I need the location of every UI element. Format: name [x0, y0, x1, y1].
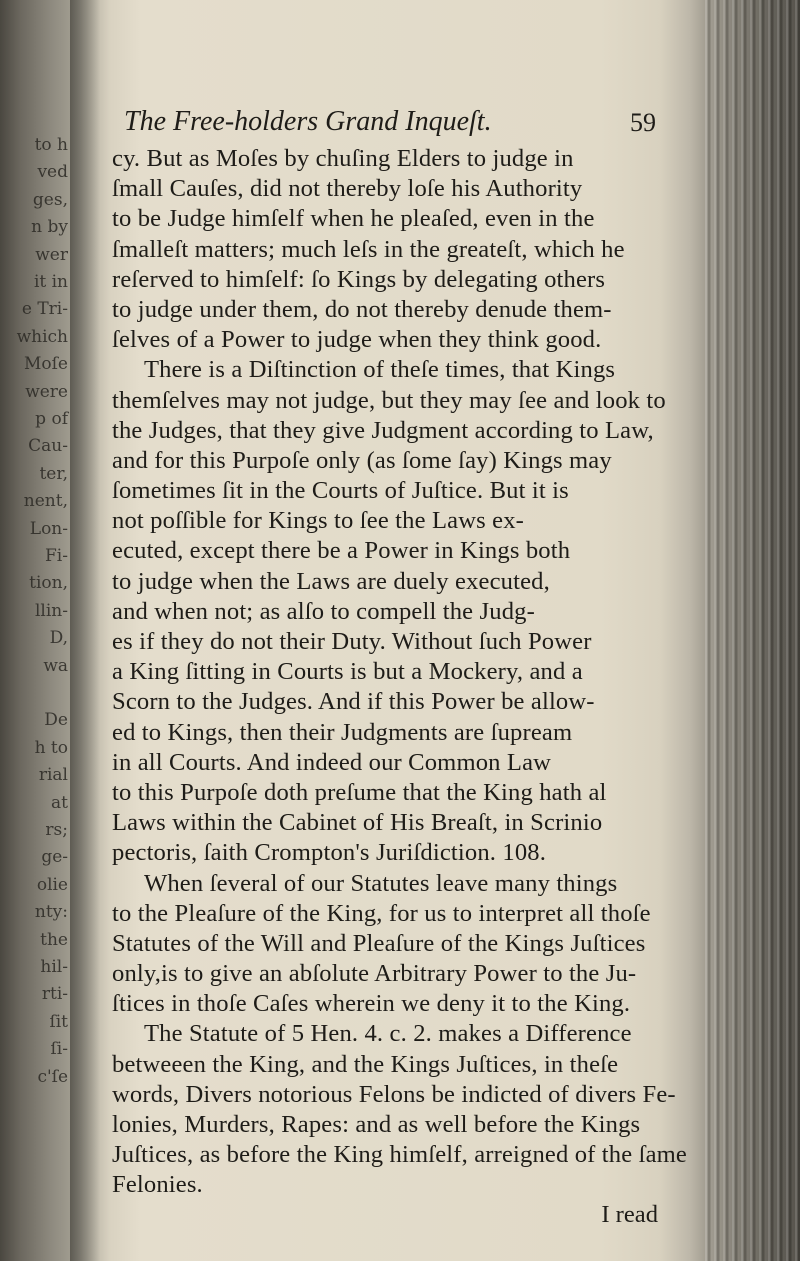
previous-page-fragment: n by	[31, 217, 68, 238]
text-line: ſelves of a Power to judge when they think good.	[112, 326, 602, 354]
previous-page-fragment: ter,	[39, 463, 68, 484]
text-line: a King ſitting in Courts is but a Mockery, and a	[112, 658, 583, 686]
text-line: Statutes of the Will and Pleaſure of the Kings Juſtices	[112, 929, 646, 957]
previous-page-fragment: to h	[34, 135, 68, 155]
text-line: Felonies.	[112, 1171, 203, 1199]
previous-page-fragment: De	[44, 710, 68, 731]
text-line: ſtices in thoſe Caſes wherein we deny it to the King.	[112, 990, 631, 1018]
text-line: pectoris, ſaith Crompton's Juriſdiction. 108.	[112, 839, 547, 867]
previous-page-margin	[0, 135, 68, 1087]
previous-page-fragment: e Tri-	[21, 299, 68, 320]
text-line: not poſſible for Kings to ſee the Laws ex-	[112, 507, 525, 535]
previous-page-fragment: Cau-	[28, 436, 68, 457]
text-line: ed to Kings, then their Judgments are ſupream	[112, 718, 573, 746]
running-title: The Free-holders Grand Inqueſt.	[124, 106, 492, 137]
previous-page-fragment: wa	[43, 655, 68, 676]
catchword: I read	[601, 1200, 658, 1228]
previous-page-fragment: rti-	[41, 984, 68, 1005]
page-number: 59	[630, 108, 656, 137]
page-edges	[705, 0, 800, 1261]
text-line: Scorn to the Judges. And if this Power be allow-	[112, 688, 595, 716]
previous-page-fragment: Fi-	[45, 546, 68, 566]
previous-page-fragment: ge-	[41, 847, 68, 868]
previous-page-fragment: c'ſe	[37, 1066, 68, 1087]
text-line: and when not; as alſo to compell the Judg-	[112, 597, 535, 625]
text-line: words, Divers notorious Felons be indicted of divers Fe-	[112, 1080, 676, 1108]
text-line: es if they do not their Duty. Without ſuch Power	[112, 628, 592, 655]
previous-page-fragment: h to	[34, 737, 68, 758]
previous-page-fragment: tion,	[29, 573, 68, 594]
previous-page-fragment: ſi-	[50, 1039, 68, 1060]
catch-line	[112, 1201, 684, 1231]
previous-page-fragment: llin-	[34, 600, 68, 621]
text-line: only,is to give an abſolute Arbitrary Power to the Ju-	[112, 960, 637, 988]
text-line: ſmall Cauſes, did not thereby loſe his Authority	[112, 175, 583, 203]
text-line: Juſtices, as before the King himſelf, arreigned of the ſame	[112, 1141, 687, 1169]
text-line: betweeen the King, and the Kings Juſtices, in theſe	[112, 1050, 619, 1078]
previous-page-fragment: ges,	[32, 189, 68, 210]
previous-page-fragment: p of	[35, 409, 68, 429]
text-line: cy. But as Moſes by chuſing Elders to judge in	[112, 145, 574, 172]
text-line: to judge when the Laws are duely executed,	[112, 567, 550, 595]
previous-page-fragment: rial	[38, 765, 68, 786]
previous-page-fragment: were	[25, 381, 68, 402]
previous-page-fragment: nent,	[23, 491, 68, 512]
previous-page-fragment: nty:	[34, 902, 68, 923]
gutter-shadow	[70, 0, 100, 1261]
text-line: lonies, Murders, Rapes: and as well before the Kings	[112, 1111, 641, 1138]
body-text	[112, 144, 687, 1201]
previous-page-fragment: which	[16, 326, 68, 347]
text-line: The Statute of 5 Hen. 4. c. 2. makes a Difference	[144, 1020, 632, 1048]
text-line: the Judges, that they give Judgment according to Law,	[112, 416, 654, 444]
previous-page-fragment: hil-	[40, 957, 68, 977]
text-line: There is a Diſtinction of theſe times, that Kings	[144, 356, 616, 384]
text-line: reſerved to himſelf: ſo Kings by delegating others	[112, 265, 606, 293]
text-line: themſelves may not judge, but they may ſee and look to	[112, 386, 666, 414]
previous-page-fragment: D,	[49, 628, 68, 649]
previous-page-fragment: Lon-	[29, 518, 68, 539]
text-line: to the Pleaſure of the King, for us to interpret all thoſe	[112, 899, 651, 927]
text-line: to judge under them, do not thereby denude them-	[112, 295, 612, 323]
previous-page-fragment: the	[40, 929, 68, 950]
text-line: ſmalleſt matters; much leſs in the greateſt, which he	[112, 235, 625, 263]
previous-page-fragment: rs;	[45, 820, 68, 840]
running-head	[112, 100, 684, 144]
previous-page-fragment: ſit	[49, 1011, 68, 1032]
text-line: to be Judge himſelf when he pleaſed, even in the	[112, 205, 595, 233]
text-line: Laws within the Cabinet of His Breaſt, in Scrinio	[112, 809, 603, 837]
previous-page-fragment: olie	[36, 874, 68, 895]
page	[112, 100, 687, 1231]
text-line: When ſeveral of our Statutes leave many things	[144, 869, 618, 897]
previous-page-fragment: ved	[37, 162, 68, 183]
previous-page-fragment: wer	[35, 244, 68, 265]
previous-page-fragment: at	[51, 792, 68, 813]
text-line: ſometimes ſit in the Courts of Juſtice. But it is	[112, 477, 569, 505]
text-line: and for this Purpoſe only (as ſome ſay) Kings may	[112, 446, 612, 474]
previous-page-fragment: it in	[33, 272, 68, 292]
text-line: in all Courts. And indeed our Common Law	[112, 748, 552, 776]
text-line: ecuted, except there be a Power in Kings both	[112, 537, 571, 565]
text-line: to this Purpoſe doth preſume that the King hath al	[112, 778, 607, 806]
previous-page-fragment: Moſe	[24, 354, 68, 375]
